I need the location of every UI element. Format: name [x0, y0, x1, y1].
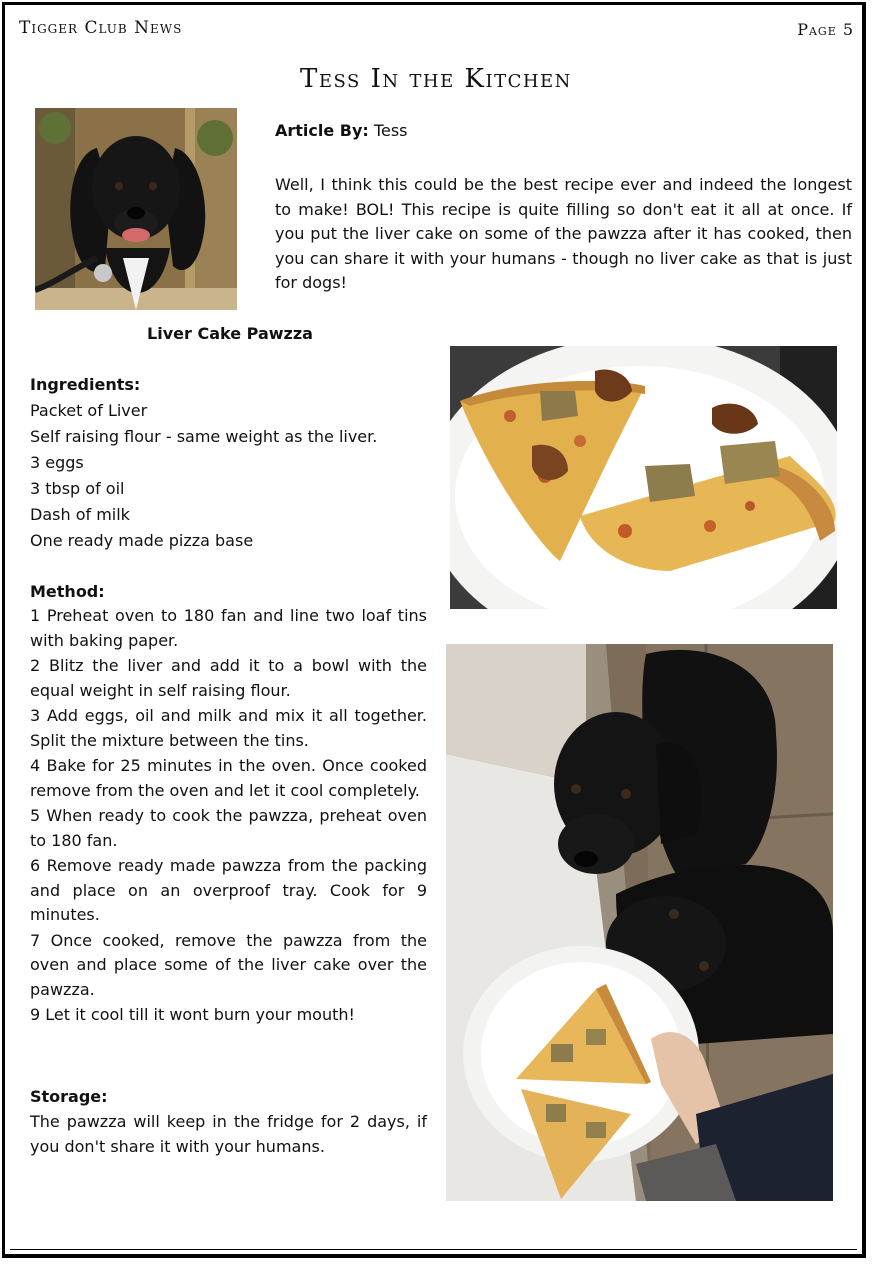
page-number: Page 5 [797, 20, 854, 39]
pawzza-photo [450, 346, 837, 609]
ingredient-item: One ready made pizza base [30, 531, 254, 550]
dog-portrait-photo [35, 108, 237, 310]
method-step: 9 Let it cool till it wont burn your mouth! [30, 1005, 355, 1024]
dogs-with-pawzza-photo [446, 644, 833, 1201]
ingredient-item: Self raising flour - same weight as the liver. [30, 427, 378, 446]
recipe-title: Liver Cake Pawzza [147, 324, 313, 343]
ingredient-item: Packet of Liver [30, 401, 148, 420]
method-step: 5 When ready to cook the pawzza, preheat oven to 180 fan. [30, 806, 427, 850]
method-step: 3 Add eggs, oil and milk and mix it all together. Split the mixture between the tins. [30, 706, 427, 750]
intro-paragraph: Well, I think this could be the best recipe ever and indeed the longest to make! BOL! This recipe is quite filling so don't eat it all at once. If you put the liver cake on some of the pawzza after it has cooked, then you can share it with your humans - though no liver cake as that is just for dogs! [275, 175, 852, 292]
storage-heading: Storage: [30, 1087, 108, 1106]
byline-author: Tess [373, 121, 408, 140]
method-step: 4 Bake for 25 minutes in the oven. Once cooked remove from the oven and let it cool completely. [30, 756, 427, 800]
article-title: Tess In the Kitchen [300, 64, 572, 94]
method-heading: Method: [30, 582, 105, 601]
ingredients-heading: Ingredients: [30, 375, 141, 394]
method-step: 6 Remove ready made pawzza from the packing and place on an overproof tray. Cook for 9 minutes. [30, 856, 427, 924]
footer-rule [10, 1249, 857, 1250]
byline [275, 121, 408, 140]
method-step: 1 Preheat oven to 180 fan and line two loaf tins with baking paper. [30, 606, 427, 650]
newsletter-name: Tigger Club News [19, 18, 183, 38]
storage-section [30, 1085, 427, 1159]
ingredient-item: 3 eggs [30, 453, 84, 472]
storage-text: The pawzza will keep in the fridge for 2 days, if you don't share it with your humans. [30, 1112, 427, 1156]
method-step: 7 Once cooked, remove the pawzza from the oven and place some of the liver cake over the pawzza. [30, 930, 427, 999]
byline-label: Article By: [275, 121, 369, 140]
ingredients-section [30, 372, 427, 554]
ingredient-item: Dash of milk [30, 505, 130, 524]
ingredient-item: 3 tbsp of oil [30, 479, 125, 498]
method-step: 2 Blitz the liver and add it to a bowl with the equal weight in self raising flour. [30, 656, 427, 700]
method-section [30, 580, 427, 1029]
